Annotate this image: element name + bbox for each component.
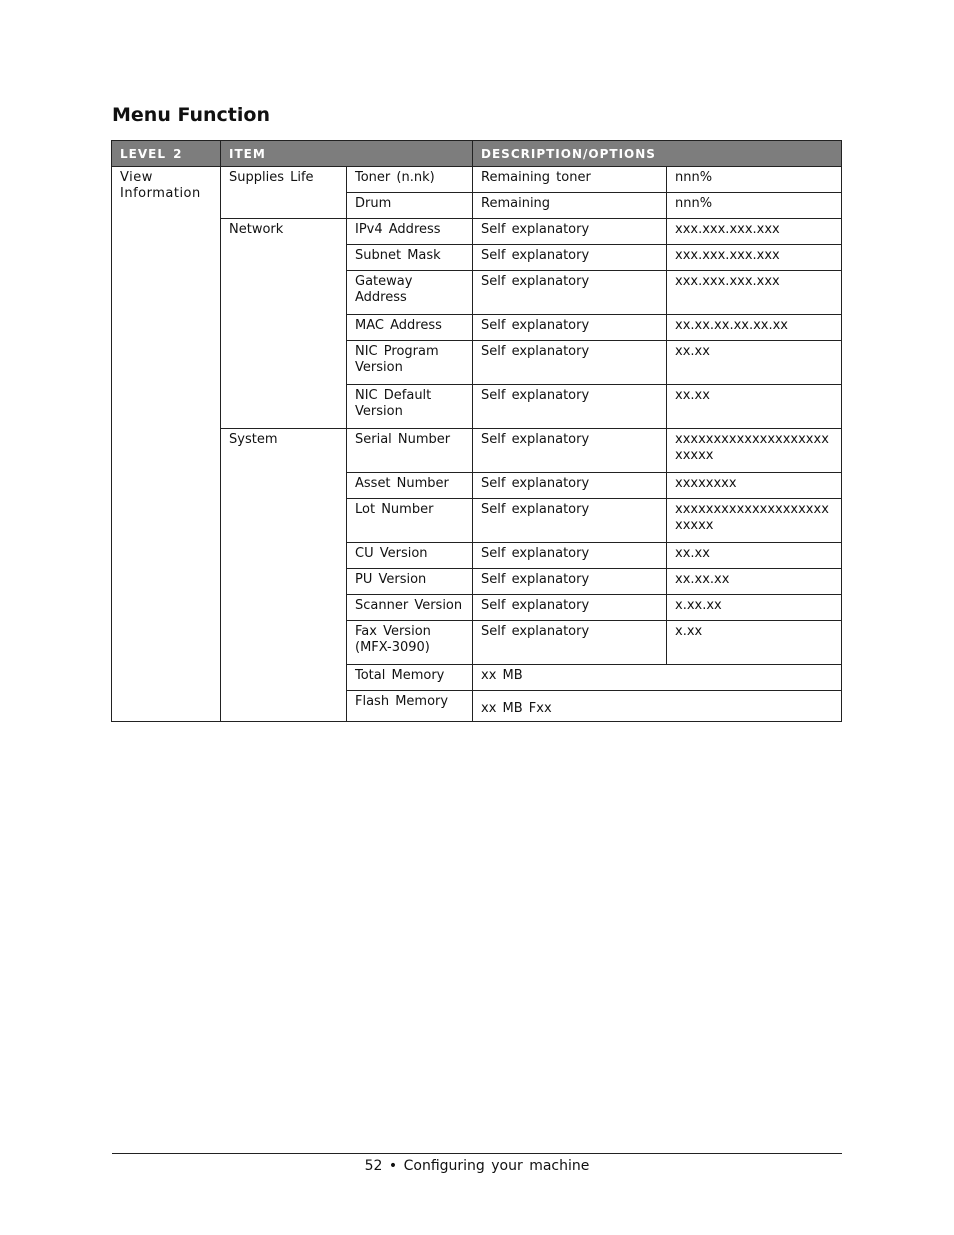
description-cell: xx MB <box>473 665 842 691</box>
header-description: DESCRIPTION/OPTIONS <box>473 141 842 167</box>
description-cell: Self explanatory <box>473 271 667 315</box>
description-cell: Self explanatory <box>473 245 667 271</box>
option-cell: xx.xx <box>667 543 842 569</box>
item-cell: Drum <box>347 193 473 219</box>
description-cell: Self explanatory <box>473 315 667 341</box>
item-cell: NIC Program Version <box>347 341 473 385</box>
item-cell: Total Memory <box>347 665 473 691</box>
item-cell: Fax Version (MFX-3090) <box>347 621 473 665</box>
description-cell: Remaining <box>473 193 667 219</box>
menu-function-table <box>111 140 842 722</box>
option-cell: xxx.xxx.xxx.xxx <box>667 271 842 315</box>
description-cell: Self explanatory <box>473 543 667 569</box>
level2-view-information: View Information <box>112 167 221 722</box>
description-cell: Self explanatory <box>473 341 667 385</box>
description-cell: Self explanatory <box>473 595 667 621</box>
table-row <box>112 167 842 193</box>
option-cell: nnn% <box>667 193 842 219</box>
option-cell: nnn% <box>667 167 842 193</box>
item-cell: Lot Number <box>347 499 473 543</box>
item-cell: CU Version <box>347 543 473 569</box>
table-row <box>112 219 842 245</box>
page-footer: 52 • Configuring your machine <box>364 1158 590 1174</box>
option-cell: xxxxxxxx <box>667 473 842 499</box>
item-cell: MAC Address <box>347 315 473 341</box>
description-cell: Self explanatory <box>473 621 667 665</box>
item-cell: Subnet Mask <box>347 245 473 271</box>
item-cell: Scanner Version <box>347 595 473 621</box>
description-cell: Self explanatory <box>473 429 667 473</box>
option-cell: xxxxxxxxxxxxxxxxxxxxxxxxx <box>667 429 842 473</box>
description-cell: xx MB Fxx <box>473 691 842 722</box>
item-cell: PU Version <box>347 569 473 595</box>
item-cell: Serial Number <box>347 429 473 473</box>
group-network: Network <box>221 219 347 429</box>
description-cell: Self explanatory <box>473 499 667 543</box>
option-cell: xx.xx.xx <box>667 569 842 595</box>
item-cell: Toner (n.nk) <box>347 167 473 193</box>
item-cell: IPv4 Address <box>347 219 473 245</box>
table-row <box>112 429 842 473</box>
option-cell: x.xx <box>667 621 842 665</box>
option-cell: x.xx.xx <box>667 595 842 621</box>
item-cell: Asset Number <box>347 473 473 499</box>
header-item: ITEM <box>221 141 473 167</box>
item-cell: Gateway Address <box>347 271 473 315</box>
table-header-row <box>112 141 842 167</box>
option-cell: xx.xx <box>667 385 842 429</box>
option-cell: xx.xx.xx.xx.xx.xx <box>667 315 842 341</box>
description-cell: Remaining toner <box>473 167 667 193</box>
option-cell: xxx.xxx.xxx.xxx <box>667 245 842 271</box>
item-cell: Flash Memory <box>347 691 473 722</box>
option-cell: xxxxxxxxxxxxxxxxxxxxxxxxx <box>667 499 842 543</box>
item-cell: NIC Default Version <box>347 385 473 429</box>
group-system: System <box>221 429 347 722</box>
description-cell: Self explanatory <box>473 219 667 245</box>
option-cell: xx.xx <box>667 341 842 385</box>
option-cell: xxx.xxx.xxx.xxx <box>667 219 842 245</box>
description-cell: Self explanatory <box>473 385 667 429</box>
group-supplies-life: Supplies Life <box>221 167 347 219</box>
footer-divider <box>112 1153 842 1154</box>
description-cell: Self explanatory <box>473 473 667 499</box>
header-level2: LEVEL 2 <box>112 141 221 167</box>
page-title: Menu Function <box>112 104 270 126</box>
description-cell: Self explanatory <box>473 569 667 595</box>
